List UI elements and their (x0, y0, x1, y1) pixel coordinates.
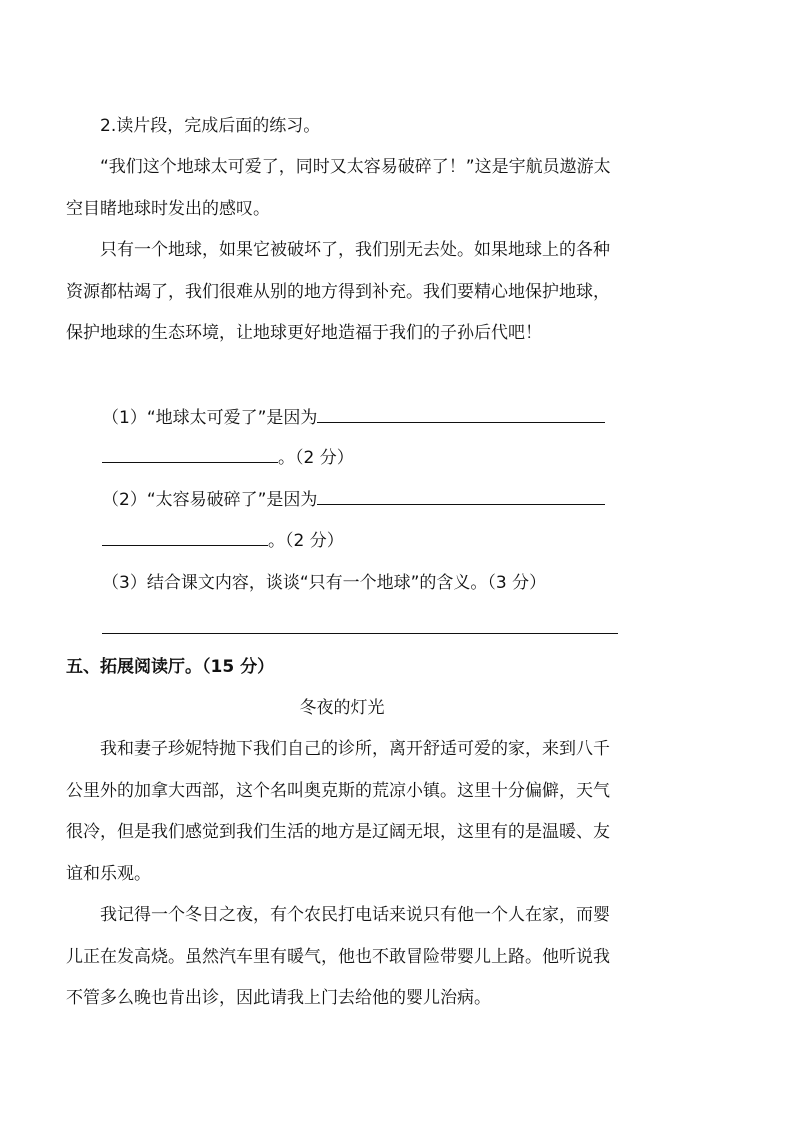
passage-paragraph-2: 只有一个地球，如果它被破坏了，我们别无去处。如果地球上的各种资源都枯竭了，我们很难从别的地方得到补充。我们要精心地保护地球，保护地球的生态环境，让地球更好地造福于我们的子孙后代吧！ (66, 240, 610, 343)
answer-blank-1b[interactable] (102, 448, 278, 463)
answer-blank-2b[interactable] (102, 531, 268, 546)
story-paragraph-1: 我和妻子珍妮特抛下我们自己的诊所，离开舒适可爱的家，来到八千公里外的加拿大西部，这个名叫奥克斯的荒凉小镇。这里十分偏僻，天气很冷，但是我们感觉到我们生活的地方是辽阔无垠，这里有的是温暖、友谊和乐观。 (66, 739, 610, 884)
sub-question-1 (102, 398, 605, 439)
answer-blank-2a[interactable] (317, 490, 605, 505)
sub-question-1-score: 。（2 分） (278, 448, 354, 468)
sub-question-1-text: （1）“地球太可爱了”是因为 (102, 408, 318, 428)
sub-question-3-text: （3）结合课文内容，谈谈“只有一个地球”的含义。（3 分） (102, 573, 547, 593)
sub-question-2-text: （2）“太容易破碎了”是因为 (102, 490, 318, 510)
sub-question-2-continued (102, 521, 344, 562)
passage-paragraph-1: “我们这个地球太可爱了，同时又太容易破碎了！”这是宇航员遨游太空目睹地球时发出的感叹。 (66, 157, 611, 219)
answer-blank-1a[interactable] (317, 408, 605, 423)
question-2-intro: 2.读片段，完成后面的练习。 (100, 116, 321, 136)
answer-blank-3[interactable] (102, 633, 618, 634)
section-5-heading: 五、拓展阅读厅。（15 分） (66, 657, 275, 677)
story-paragraph-2: 我记得一个冬日之夜，有个农民打电话来说只有他一个人在家，而婴儿正在发高烧。虽然汽车里有暖气，他也不敢冒险带婴儿上路。他听说我不管多么晚也肯出诊，因此请我上门去给他的婴儿治病。 (66, 905, 610, 1008)
sub-question-2-score: 。（2 分） (268, 531, 344, 551)
sub-question-3 (102, 563, 546, 604)
sub-question-1-continued (102, 438, 354, 479)
story-title: 冬夜的灯光 (299, 698, 385, 718)
sub-question-2 (102, 480, 605, 521)
